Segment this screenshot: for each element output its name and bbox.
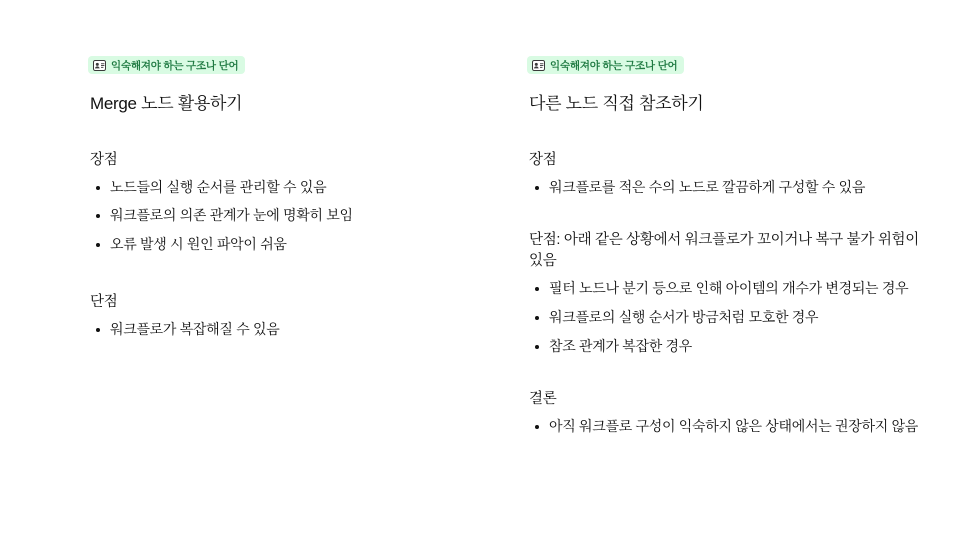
section-pros-left xyxy=(88,148,481,256)
bullet-list xyxy=(88,319,481,341)
bullet-list xyxy=(527,177,920,199)
section-heading: 단점 xyxy=(90,293,118,310)
section-conclusion-right xyxy=(527,387,920,438)
section-heading: 단점: 아래 같은 상황에서 워크플로가 꼬이거나 복구 불가 위험이 있음 xyxy=(529,232,919,270)
slide-title-left: Merge 노드 활용하기 xyxy=(90,93,243,113)
list-item: 워크플로를 적은 수의 노드로 깔끔하게 구성할 수 있음 xyxy=(527,177,920,199)
section-heading: 장점 xyxy=(90,151,118,168)
list-item: 워크플로가 복잡해질 수 있음 xyxy=(88,319,481,341)
contact-card-icon xyxy=(532,59,545,72)
slide-title-right: 다른 노드 직접 참조하기 xyxy=(529,93,704,113)
list-item: 워크플로의 의존 관계가 눈에 명확히 보임 xyxy=(88,205,481,227)
content-column-left xyxy=(88,56,481,540)
section-heading: 결론 xyxy=(529,391,557,408)
topic-tag-label: 익숙해져야 하는 구조나 단어 xyxy=(111,59,239,72)
bullet-list xyxy=(527,416,920,438)
topic-tag-label: 익숙해져야 하는 구조나 단어 xyxy=(550,59,678,72)
list-item: 워크플로의 실행 순서가 방금처럼 모호한 경우 xyxy=(527,307,920,329)
content-column-right xyxy=(527,56,920,540)
list-item: 오류 발생 시 원인 파악이 쉬움 xyxy=(88,234,481,256)
bullet-list xyxy=(88,177,481,256)
section-cons-right xyxy=(527,228,920,357)
topic-tag-right xyxy=(527,56,684,74)
list-item: 참조 관계가 복잡한 경우 xyxy=(527,336,920,358)
list-item: 필터 노드나 분기 등으로 인해 아이템의 개수가 변경되는 경우 xyxy=(527,278,920,300)
section-heading: 장점 xyxy=(529,151,557,168)
section-cons-left xyxy=(88,290,481,341)
section-pros-right xyxy=(527,148,920,199)
list-item: 노드들의 실행 순서를 관리할 수 있음 xyxy=(88,177,481,199)
topic-tag-left xyxy=(88,56,245,74)
bullet-list xyxy=(527,278,920,357)
list-item: 아직 워크플로 구성이 익숙하지 않은 상태에서는 권장하지 않음 xyxy=(527,416,920,438)
contact-card-icon xyxy=(93,59,106,72)
